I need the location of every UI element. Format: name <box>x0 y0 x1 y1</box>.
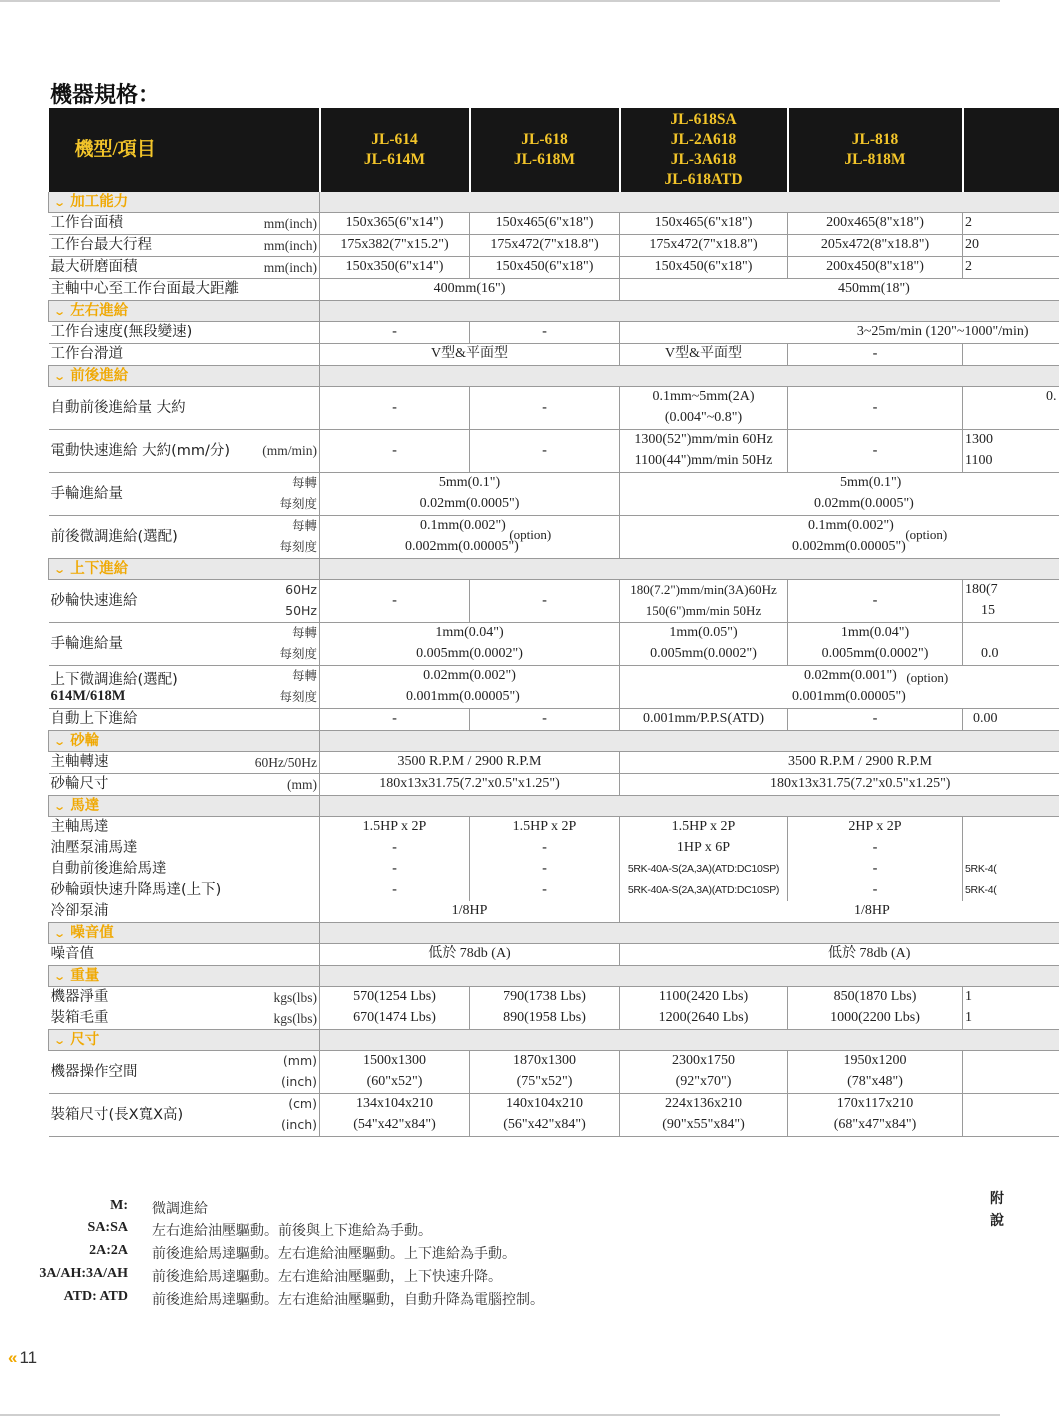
row-unit: (mm) <box>227 774 320 796</box>
chevron-down-icon: ⌄ <box>53 304 67 318</box>
table-row <box>49 709 1059 731</box>
row-label: 手輪進給量 <box>49 473 227 516</box>
table-cell: - <box>470 387 620 430</box>
table-row <box>49 213 1059 235</box>
table-cell: - <box>470 880 620 901</box>
table-cell: 1100 <box>963 451 1059 473</box>
table-cell: 850(1870 Lbs) <box>788 987 963 1009</box>
table-cell: 0.1mm(0.002") (option) <box>620 516 1059 538</box>
section-weight: ⌄ 重量 <box>49 966 320 987</box>
note-text: 微調進給 <box>152 1201 208 1217</box>
table-row <box>49 235 1059 257</box>
table-cell: - <box>320 322 470 344</box>
table-cell: 0.001mm(0.00005") <box>620 687 1059 709</box>
note-text: 左右進給油壓驅動。前後與上下進給為手動。 <box>152 1223 432 1239</box>
row-sublabel: 60Hz <box>285 582 317 598</box>
note-key: M: <box>110 1198 128 1213</box>
table-cell <box>963 1115 1059 1137</box>
row-unit: (mm/min) <box>227 430 320 473</box>
table-cell: 150x465(6"x18") <box>620 213 788 235</box>
table-cell: 1mm(0.04") <box>320 623 620 645</box>
row-label: 工作台速度(無段變速) <box>49 322 320 344</box>
section-row <box>49 923 1059 944</box>
table-header <box>49 108 1059 192</box>
chevron-down-icon: ⌄ <box>53 562 67 576</box>
table-cell: - <box>470 838 620 859</box>
row-label: 主軸中心至工作台面最大距離 <box>49 279 320 301</box>
chevron-down-icon: ⌄ <box>53 195 67 209</box>
section-fill <box>320 192 1059 213</box>
table-cell: 1mm(0.05") <box>620 623 788 645</box>
row-sublabel: 每轉 <box>291 668 317 684</box>
table-cell: 150x450(6"x18") <box>620 257 788 279</box>
table-cell: 0.001mm(0.00005") <box>320 687 620 709</box>
table-cell: 1870x1300 <box>470 1051 620 1073</box>
section-fill <box>320 1030 1059 1051</box>
table-cell: - <box>788 859 963 880</box>
table-cell: 570(1254 Lbs) <box>320 987 470 1009</box>
table-cell: 低於 78db (A) <box>320 944 620 966</box>
table-cell: 2 <box>963 213 1059 235</box>
note-row <box>0 1220 1000 1242</box>
table-row <box>49 752 1059 774</box>
section-wheel: ⌄ 砂輪 <box>49 731 320 752</box>
table-cell: 1100(2420 Lbs) <box>620 987 788 1009</box>
page-title: 機器規格： <box>50 83 161 108</box>
model-col-1: JL-614 JL-614M <box>320 108 470 192</box>
section-noise: ⌄ 噪音值 <box>49 923 320 944</box>
row-unit: kgs(lbs) <box>227 1008 320 1030</box>
row-label: 砂輪頭快速升降馬達(上下) <box>50 882 222 899</box>
table-cell: (54"x42"x84") <box>320 1115 470 1137</box>
table-cell: 0.002mm(0.00005") <box>620 537 1059 559</box>
table-cell: 1000(2200 Lbs) <box>788 1008 963 1030</box>
table-cell: 5RK-4( <box>963 880 1059 901</box>
table-row <box>49 322 1059 344</box>
row-label: 機器淨重 <box>50 989 109 1006</box>
table-cell: 1.5HP x 2P <box>470 817 620 839</box>
table-cell <box>963 838 1059 859</box>
row-sublabel: 每刻度 <box>227 494 320 516</box>
table-cell: 150x365(6"x14") <box>320 213 470 235</box>
table-cell: 3500 R.P.M / 2900 R.P.M <box>320 752 620 774</box>
row-sublabel: (inch) <box>227 1115 320 1137</box>
table-cell <box>963 408 1059 430</box>
table-cell: 1 <box>963 1008 1059 1030</box>
table-cell: - <box>470 859 620 880</box>
note-key: SA:SA <box>87 1220 128 1235</box>
table-cell: 0.02mm(0.001") (option) <box>620 666 1059 688</box>
table-cell: - <box>320 580 470 623</box>
table-row <box>49 838 1059 859</box>
section-fill <box>320 923 1059 944</box>
table-cell: (60"x52") <box>320 1072 470 1094</box>
table-cell: 180(7 <box>963 580 1059 602</box>
table-cell: (75"x52") <box>470 1072 620 1094</box>
row-label: 主軸轉速 <box>49 752 227 774</box>
table-cell: 5mm(0.1") <box>320 473 620 495</box>
section-row <box>49 1030 1059 1051</box>
table-cell: (0.004"~0.8") <box>620 408 788 430</box>
table-cell: - <box>320 880 470 901</box>
table-cell: 1300(52")mm/min 60Hz <box>620 430 788 452</box>
section-fill <box>320 559 1059 580</box>
table-row <box>49 1051 1059 1073</box>
section-up-down-feed: ⌄ 上下進給 <box>49 559 320 580</box>
table-cell: 1mm(0.04") <box>788 623 963 645</box>
table-cell: 1/8HP <box>620 901 1059 923</box>
section-machining: ⌄ 加工能力 <box>49 192 320 213</box>
table-cell: 175x472(7"x18.8") <box>470 235 620 257</box>
table-cell: 5mm(0.1") <box>620 473 1059 495</box>
table-cell: - <box>788 880 963 901</box>
table-cell: 3500 R.P.M / 2900 R.P.M <box>620 752 1059 774</box>
table-cell: 1200(2640 Lbs) <box>620 1008 788 1030</box>
section-dimensions: ⌄ 尺寸 <box>49 1030 320 1051</box>
table-cell: 0.02mm(0.002") <box>320 666 620 688</box>
table-cell: - <box>320 859 470 880</box>
table-cell: 0.005mm(0.0002") <box>320 644 620 666</box>
table-cell: 2 <box>963 257 1059 279</box>
table-row <box>49 623 1059 645</box>
note-text: 前後進給馬達驅動。左右進給油壓驅動。上下進給為手動。 <box>152 1246 516 1262</box>
table-cell: 1950x1200 <box>788 1051 963 1073</box>
table-cell: 1.5HP x 2P <box>620 817 788 839</box>
table-cell <box>963 344 1059 366</box>
model-col-5 <box>963 108 1059 192</box>
table-cell: 5RK-4( <box>963 859 1059 880</box>
row-sublabel: 每刻度 <box>227 644 320 666</box>
section-row <box>49 301 1059 322</box>
option-note: (option) <box>905 527 948 543</box>
table-row <box>49 901 1059 923</box>
model-col-2: JL-618 JL-618M <box>470 108 620 192</box>
table-cell: (78"x48") <box>788 1072 963 1094</box>
table-cell: 1300 <box>963 430 1059 452</box>
row-unit: mm(inch) <box>227 235 320 257</box>
table-cell: 0.1mm~5mm(2A) <box>620 387 788 409</box>
row-label: 自動前後進給馬達 <box>50 861 167 878</box>
section-fill <box>320 796 1059 817</box>
note-row <box>0 1243 1000 1265</box>
table-cell <box>963 1051 1059 1073</box>
table-cell: 200x450(8"x18") <box>788 257 963 279</box>
note-key: 2A:2A <box>89 1243 128 1258</box>
table-row <box>49 944 1059 966</box>
right-note: 說 <box>990 1213 1004 1229</box>
section-fill <box>320 731 1059 752</box>
table-cell: - <box>788 838 963 859</box>
table-cell: - <box>470 322 620 344</box>
table-cell: 0.001mm/P.P.S(ATD) <box>620 709 788 731</box>
table-cell: 150(6")mm/min 50Hz <box>620 601 788 623</box>
table-cell: 3~25m/min (120"~1000"/min) <box>620 322 1059 344</box>
row-label: 裝箱毛重 <box>49 1008 227 1030</box>
row-label: 油壓泵浦馬達 <box>50 840 138 857</box>
double-chevron-left-icon: « <box>8 1348 18 1367</box>
table-row <box>49 257 1059 279</box>
table-row <box>49 817 1059 839</box>
row-label: 裝箱尺寸(長X寬X高) <box>49 1094 227 1137</box>
table-cell: 0.1mm(0.002") (option) <box>320 516 620 538</box>
table-cell: - <box>320 709 470 731</box>
table-cell: 0.005mm(0.0002") <box>788 644 963 666</box>
row-label: 手輪進給量 <box>49 623 227 666</box>
table-cell: 0.002mm(0.00005") <box>320 537 620 559</box>
table-cell: 450mm(18") <box>620 279 1059 301</box>
row-sublabel: 50Hz <box>227 601 320 623</box>
chevron-down-icon: ⌄ <box>53 799 67 813</box>
table-cell: 2300x1750 <box>620 1051 788 1073</box>
table-cell: 低於 78db (A) <box>620 944 1059 966</box>
row-sublabel: (inch) <box>227 1072 320 1094</box>
row-label: 機器操作空間 <box>49 1051 227 1094</box>
table-cell: (68"x47"x84") <box>788 1115 963 1137</box>
section-fill <box>320 301 1059 322</box>
table-cell: (90"x55"x84") <box>620 1115 788 1137</box>
table-cell: - <box>788 709 963 731</box>
table-cell: - <box>320 387 470 430</box>
table-cell: 0. <box>963 387 1059 409</box>
table-row <box>49 880 1059 901</box>
table-cell: 0.02mm(0.0005") <box>320 494 620 516</box>
table-cell: - <box>320 838 470 859</box>
row-sublabel: 每轉 <box>291 518 317 534</box>
row-label: 工作台最大行程 <box>49 235 227 257</box>
table-cell: 1.5HP x 2P <box>320 817 470 839</box>
table-cell: 890(1958 Lbs) <box>470 1008 620 1030</box>
section-front-back-feed: ⌄ 前後進給 <box>49 366 320 387</box>
table-cell <box>963 1072 1059 1094</box>
row-sublabel: 每轉 <box>291 625 317 641</box>
table-cell: 180x13x31.75(7.2"x0.5"x1.25") <box>320 774 620 796</box>
option-note: (option) <box>906 670 949 686</box>
table-cell: 1 <box>963 987 1059 1009</box>
table-cell: 1100(44")mm/min 50Hz <box>620 451 788 473</box>
row-label: 上下微調進給(選配) 614M/618M <box>49 666 227 709</box>
section-row <box>49 796 1059 817</box>
row-sublabel: 每刻度 <box>227 537 320 559</box>
row-label: 砂輪快速進給 <box>49 580 227 623</box>
page-number: « 11 <box>8 1348 38 1367</box>
table-cell: 1500x1300 <box>320 1051 470 1073</box>
row-label: 工作台面積 <box>49 213 227 235</box>
top-border <box>0 0 1000 2</box>
row-sublabel: (mm) <box>282 1053 317 1069</box>
model-col-3: JL-618SA JL-2A618 JL-3A618 JL-618ATD <box>620 108 788 192</box>
row-sublabel: (cm) <box>288 1096 317 1112</box>
table-cell: 0.02mm(0.0005") <box>620 494 1059 516</box>
table-cell: 2HP x 2P <box>788 817 963 839</box>
row-label: 最大研磨面積 <box>49 257 227 279</box>
table-row <box>49 430 1059 452</box>
note-key: 3A/AH:3A/AH <box>39 1266 128 1281</box>
section-row <box>49 366 1059 387</box>
table-row <box>49 279 1059 301</box>
table-cell: 170x117x210 <box>788 1094 963 1116</box>
table-cell: 5RK-40A-S(2A,3A)(ATD:DC10SP) <box>620 859 788 880</box>
note-text: 前後進給馬達驅動。左右進給油壓驅動，自動升降為電腦控制。 <box>152 1292 544 1308</box>
spec-table <box>48 108 1057 1180</box>
row-unit: mm(inch) <box>227 257 320 279</box>
table-row <box>49 1008 1059 1030</box>
row-label: 前後微調進給(選配) <box>49 516 227 559</box>
table-row <box>49 987 1059 1009</box>
table-cell: V型&平面型 <box>620 344 788 366</box>
row-label: 自動前後進給量 大約 <box>49 387 320 430</box>
table-cell: 1/8HP <box>320 901 620 923</box>
table-cell: - <box>320 430 470 473</box>
table-row <box>49 580 1059 602</box>
table-cell: 150x465(6"x18") <box>470 213 620 235</box>
section-fill <box>320 366 1059 387</box>
section-fill <box>320 966 1059 987</box>
table-cell: 15 <box>963 601 1059 623</box>
item-header: 機型/項目 <box>49 108 320 192</box>
table-row <box>49 473 1059 495</box>
table-cell: 670(1474 Lbs) <box>320 1008 470 1030</box>
table-cell: (56"x42"x84") <box>470 1115 620 1137</box>
table-cell: 224x136x210 <box>620 1094 788 1116</box>
table-cell <box>963 1094 1059 1116</box>
table-row <box>49 387 1059 409</box>
chevron-down-icon: ⌄ <box>53 369 67 383</box>
note-row <box>0 1198 1000 1220</box>
table-row <box>49 859 1059 880</box>
note-text: 前後進給馬達驅動。左右進給油壓驅動，上下快速升降。 <box>152 1269 502 1285</box>
table-cell: 0.00 <box>963 709 1059 731</box>
row-sublabel: 每轉 <box>291 475 317 491</box>
table-cell: 175x382(7"x15.2") <box>320 235 470 257</box>
table-cell: 790(1738 Lbs) <box>470 987 620 1009</box>
table-cell: 134x104x210 <box>320 1094 470 1116</box>
row-label: 主軸馬達 <box>50 819 109 836</box>
table-cell: - <box>788 344 963 366</box>
table-row <box>49 774 1059 796</box>
table-row <box>49 344 1059 366</box>
chevron-down-icon: ⌄ <box>53 1033 67 1047</box>
row-label: 噪音值 <box>49 944 320 966</box>
table-cell: - <box>788 580 963 623</box>
table-cell: 0.005mm(0.0002") <box>620 644 788 666</box>
row-label: 工作台滑道 <box>49 344 320 366</box>
model-col-4: JL-818 JL-818M <box>788 108 963 192</box>
chevron-down-icon: ⌄ <box>53 926 67 940</box>
section-motor: ⌄ 馬達 <box>49 796 320 817</box>
row-label: 砂輪尺寸 <box>49 774 227 796</box>
note-key: ATD: ATD <box>63 1289 128 1304</box>
table-cell: 5RK-40A-S(2A,3A)(ATD:DC10SP) <box>620 880 788 901</box>
chevron-down-icon: ⌄ <box>53 969 67 983</box>
table-cell: V型&平面型 <box>320 344 620 366</box>
row-unit: 60Hz/50Hz <box>227 752 320 774</box>
table-cell: 150x450(6"x18") <box>470 257 620 279</box>
table-cell: 150x350(6"x14") <box>320 257 470 279</box>
option-note: (option) <box>509 527 552 543</box>
table-cell: 175x472(7"x18.8") <box>620 235 788 257</box>
section-left-right-feed: ⌄ 左右進給 <box>49 301 320 322</box>
table-cell: - <box>788 430 963 473</box>
row-label: 自動上下進給 <box>49 709 320 731</box>
table-cell: 140x104x210 <box>470 1094 620 1116</box>
table-cell: - <box>788 387 963 430</box>
table-cell: 180x13x31.75(7.2"x0.5"x1.25") <box>620 774 1059 796</box>
chevron-down-icon: ⌄ <box>53 734 67 748</box>
right-note: 附 <box>990 1191 1004 1207</box>
table-cell <box>963 623 1059 645</box>
table-cell: - <box>470 709 620 731</box>
table-row <box>49 516 1059 538</box>
bottom-border <box>0 1414 1000 1416</box>
table-cell: 205x472(8"x18.8") <box>788 235 963 257</box>
table-cell: - <box>470 430 620 473</box>
section-row <box>49 192 1059 213</box>
row-label: 電動快速進給 大約(mm/分) <box>49 430 227 473</box>
table-cell: 1HP x 6P <box>620 838 788 859</box>
row-label: 冷卻泵浦 <box>49 901 320 923</box>
row-unit: kgs(lbs) <box>273 989 317 1005</box>
section-row <box>49 559 1059 580</box>
section-row <box>49 966 1059 987</box>
note-row <box>0 1266 1000 1288</box>
table-cell: 180(7.2")mm/min(3A)60Hz <box>620 580 788 602</box>
table-row <box>49 666 1059 688</box>
section-row <box>49 731 1059 752</box>
table-cell <box>963 817 1059 839</box>
table-cell: 0.0 <box>963 644 1059 666</box>
table-cell: 400mm(16") <box>320 279 620 301</box>
table-cell: 20 <box>963 235 1059 257</box>
table-cell: (92"x70") <box>620 1072 788 1094</box>
note-row <box>0 1289 1000 1311</box>
table-cell: 200x465(8"x18") <box>788 213 963 235</box>
table-row <box>49 1094 1059 1116</box>
row-unit: mm(inch) <box>227 213 320 235</box>
table-cell: - <box>470 580 620 623</box>
row-sublabel: 每刻度 <box>227 687 320 709</box>
